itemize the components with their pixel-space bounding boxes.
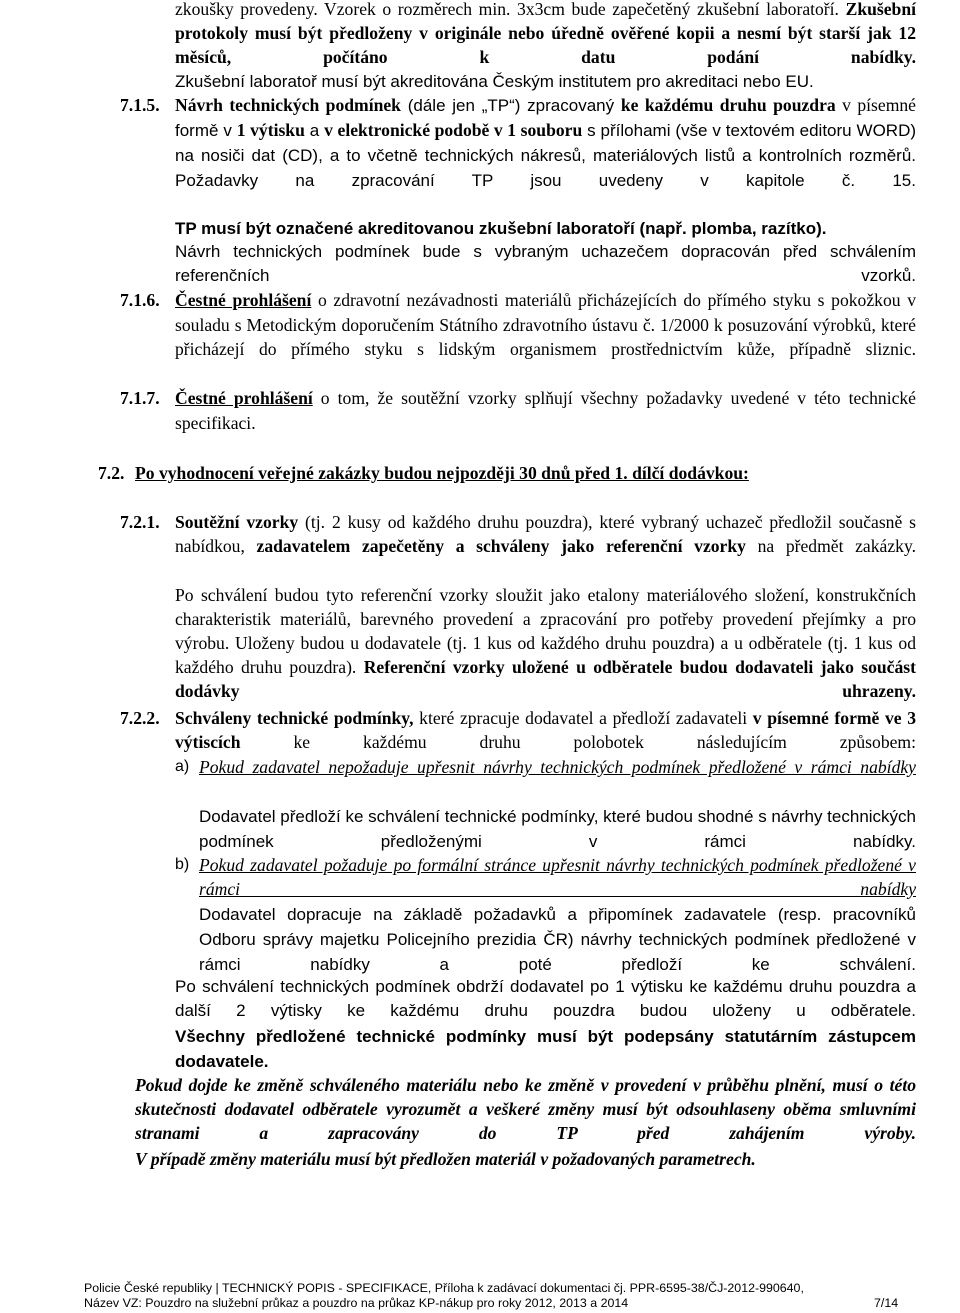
text-form: formě v: [175, 121, 237, 140]
text-sample-sealing: zkoušky provedeny. Vzorek o rozměrech min. 3x3cm bude zapečetěný zkušební laboratoří.: [175, 0, 839, 19]
list-b-text: [199, 902, 916, 977]
section-number-7-1-7: 7.1.7.: [120, 388, 160, 408]
material-change-text: Pokud dojde ke změně schváleného materiálu nebo ke změně v provedení v průběhu plnění, musí o této skutečnosti dodavatel odběratele vyrozumět a veškeré změny musí být odsouhlaseny oběma smluvními stranami a zapracovány do TP před zahájením výroby.: [135, 1075, 916, 1143]
health-declaration-text: o zdravotní nezávadnosti materiálů přicházejících do přímého styku s pokožkou v souladu s Metodickým doporučením Státního zdravotního ústavu č. 1/2000 k posuzování výrobků, které přicházejí do přímého styku s lidským organismem prostřednictvím kůže, případně sliznic.: [175, 290, 916, 359]
tp-definition: (dále jen „TP“) zpracovaný: [400, 96, 621, 115]
approved-tp-text: které zpracuje dodavatel a předloží zadavateli: [413, 708, 753, 728]
list-a-condition: Pokud zadavatel nepožaduje upřesnit návrhy technických podmínek předložené v rámci nabídky: [199, 757, 916, 777]
section-number-7-1-5: 7.1.5.: [120, 95, 160, 115]
section-7-2-title: Po vyhodnocení veřejné zakázky budou nejpozději 30 dnů před 1. dílčí dodávkou:: [135, 463, 749, 483]
tp-marking-requirement: TP musí být označené akreditovanou zkušební laboratoří (např. plomba, razítko).: [175, 219, 827, 238]
section-7-2-1-etalons: [175, 583, 916, 703]
list-b-condition: Pokud zadavatel požaduje po formální stránce upřesnit návrhy technických podmínek předložené v rámci nabídky: [199, 855, 916, 899]
material-parameters-text: V případě změny materiálu musí být předložen materiál v požadovaných parametrech.: [135, 1149, 756, 1169]
list-b-description: Dodavatel dopracuje na základě požadavků a připomínek zadavatele (resp. pracovníků Odboru správy majetku Policejního prezidia ČR) návrhy technických podmínek předložené v rámci nabídky a poté předloží ke schválení.: [199, 905, 916, 974]
text-attachments: s přílohami (vše v textovém editoru WORD) na nosiči dat (CD), a to včetně technických nákresů, materiálových listů a kontrolních rozměrů.: [175, 121, 917, 165]
list-marker-b: b): [175, 856, 190, 873]
section-7-1-6-body: [175, 288, 916, 362]
text-tp-requirements: Požadavky na zpracování TP jsou uvedeny v kapitole č. 15.: [175, 171, 916, 190]
section-7-2-1-body: [175, 510, 916, 558]
compliance-declaration-label: Čestné prohlášení: [175, 388, 313, 408]
list-a-heading: [199, 755, 916, 779]
lab-accreditation-text: Zkušební laboratoř musí být akreditována Českým institutem pro akreditaci nebo EU.: [175, 72, 814, 91]
section-number-7-2-2: 7.2.2.: [120, 708, 160, 728]
reference-samples-payment: Referenční vzorky uložené u odběratele budou dodavateli jako součást dodávky uhrazeny.: [175, 657, 916, 701]
competition-samples-text: (tj. 2 kusy od každého druhu pouzdra), které vybraný uchazeč předložil současně s nabídkou,: [175, 512, 917, 556]
material-change-paragraph: [135, 1073, 916, 1145]
page-number: 7/14: [874, 1296, 899, 1310]
competition-samples-label: Soutěžní vzorky: [175, 512, 299, 532]
compliance-declaration-text: o tom, že soutěžní vzorky splňují všechny požadavky uvedené v této technické specifikaci.: [175, 388, 916, 433]
tp-finalization-text: Návrh technických podmínek bude s vybraným uchazečem dopracován před schválením referenčních vzorků.: [175, 242, 916, 285]
section-number-7-1-6: 7.1.6.: [120, 290, 160, 310]
signature-requirement: Všechny předložené technické podmínky musí být podepsány statutárním zástupcem dodavatele.: [175, 1027, 916, 1071]
list-a-text: [199, 804, 916, 854]
text-lab-accreditation: [175, 70, 916, 94]
text-electronic-form: v elektronické podobě v 1 souboru: [324, 120, 583, 140]
footer-line-1: Policie České republiky | TECHNICKÝ POPIS - SPECIFIKACE, Příloha k zadávací dokumentaci čj. PPR-6595-38/ČJ-2012-990640,: [84, 1281, 804, 1295]
footer-line-2: Název VZ: Pouzdro na služební průkaz a pouzdro na průkaz KP-nákup pro roky 2012, 2013 a 2014: [84, 1296, 629, 1310]
copies-distribution-text: Po schválení technických podmínek obdrží dodavatel po 1 výtisku ke každému druhu pouzdra a další 2 výtisky ke každému druhu pouzdra budou uloženy u odběratele.: [175, 977, 916, 1020]
three-copies-text: v písemné formě ve 3 výtiscích: [175, 708, 916, 752]
approved-tp-method: ke každému druhu polobotek následujícím způsobem:: [240, 732, 916, 752]
list-a-description: Dodavatel předloží ke schválení technické podmínky, které budou shodné s návrhy technických podmínek předloženými v rámci nabídky.: [199, 807, 916, 851]
text-written: v písemné: [835, 95, 916, 115]
section-7-1-5-marking: [175, 216, 916, 241]
section-7-2-heading: [135, 461, 895, 485]
etalon-text: Po schválení budou tyto referenční vzorky sloužit jako etalony materiálového složení, konstrukčních charakteristik materiálů, barevného provedení a zpracování pro potřeby provedení přejímky a pro výrobu. Uloženy budou u dodavatele (tj. 1 kus od každého druhu pouzdra) a u odběratele (tj. 1 kus od každého druhu pouzdra).: [175, 585, 916, 677]
section-7-1-5-body: [175, 93, 916, 193]
section-number-7-2-1: 7.2.1.: [120, 512, 160, 532]
text-one-copy: 1 výtisku: [236, 120, 305, 140]
tp-per-type: ke každému druhu pouzdra: [620, 95, 836, 115]
material-change-note: [135, 1147, 916, 1171]
section-7-2-2-signature: [175, 1024, 916, 1074]
section-number-7-2: 7.2.: [98, 463, 125, 483]
reference-samples-approval: zadavatelem zapečetěny a schváleny jako referenční vzorky: [256, 536, 746, 556]
list-b-heading: [199, 853, 916, 901]
section-7-1-7-body: [175, 386, 916, 435]
list-marker-a: a): [175, 758, 190, 775]
approved-tp-label: Schváleny technické podmínky,: [175, 708, 414, 728]
section-7-1-5-finalization: [175, 240, 916, 288]
text-protocols-requirement: Zkušební protokoly musí být předloženy v originále nebo úředně ověřené kopii a nesmí být starší jak 12 měsíců, počítáno k datu podání nabídky.: [175, 0, 916, 67]
health-declaration-label: Čestné prohlášení: [175, 290, 312, 310]
tp-draft-label: Návrh technických podmínek: [175, 95, 401, 115]
reference-samples-subject: na předmět zakázky.: [745, 536, 917, 556]
paragraph-continued: [175, 0, 916, 69]
text-and: a: [304, 121, 325, 140]
section-7-2-2-copies: [175, 975, 916, 1023]
section-7-2-2-body: [175, 706, 916, 754]
